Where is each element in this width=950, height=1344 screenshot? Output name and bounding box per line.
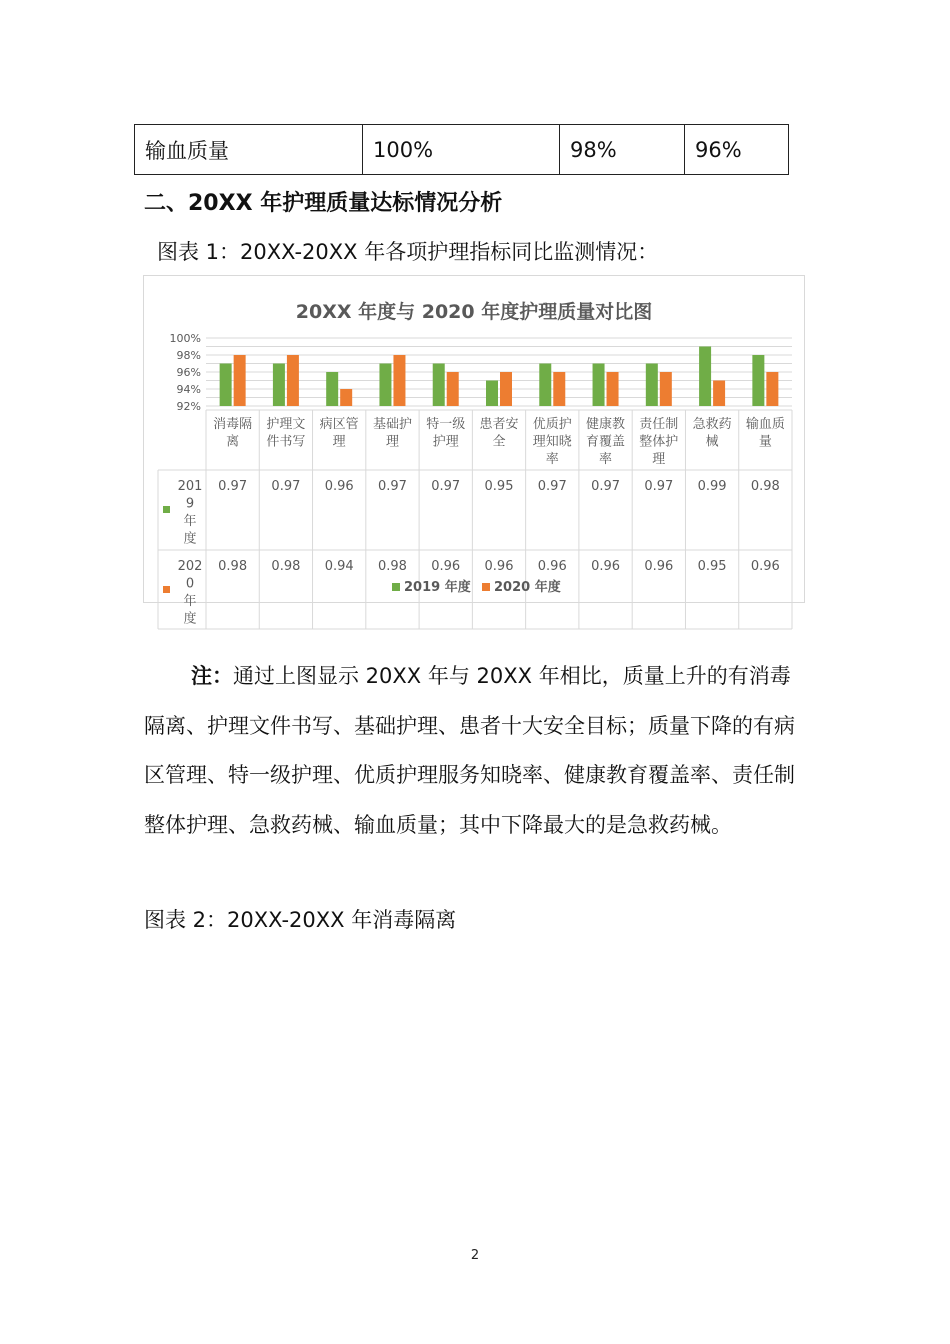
x-category-label: 率: [599, 452, 613, 467]
data-label: 0.98: [271, 559, 301, 574]
y-tick-label: 92%: [176, 400, 201, 413]
data-label: 0.97: [271, 479, 301, 494]
y-tick-label: 94%: [176, 383, 201, 396]
bar-series2: [553, 372, 565, 406]
bar-series1: [539, 364, 551, 407]
data-label: 0.95: [697, 559, 727, 574]
x-category-label: 责任制: [639, 417, 679, 432]
chart-caption: 图表 1：20XX-20XX 年各项护理指标同比监测情况：: [157, 240, 659, 264]
chart-title: 20XX 年度与 2020 年度护理质量对比图: [295, 301, 653, 323]
data-label: 0.97: [537, 479, 567, 494]
x-category-label: 输血质: [745, 417, 785, 432]
bar-series2: [234, 355, 246, 406]
legend-swatch: [392, 583, 400, 591]
data-label: 0.97: [431, 479, 461, 494]
bar-series1: [752, 355, 764, 406]
x-category-label: 病区管: [319, 417, 359, 432]
legend-key: [163, 506, 170, 513]
bar-series2: [287, 355, 299, 406]
x-category-label: 育覆盖: [586, 434, 626, 450]
x-category-label: 消毒隔: [213, 417, 253, 432]
bar-series1: [220, 364, 232, 407]
x-category-label: 械: [705, 434, 719, 450]
data-label: 0.96: [484, 559, 514, 574]
legend-key: [163, 586, 170, 593]
bar-series2: [393, 355, 405, 406]
x-category-label: 特一级: [426, 417, 466, 432]
bar-series1: [326, 372, 338, 406]
series-row-label: 度: [183, 531, 197, 547]
bar-series1: [593, 364, 605, 407]
bar-series2: [713, 381, 725, 407]
bar-series1: [379, 364, 391, 407]
legend-label: 2019 年度: [404, 580, 471, 595]
x-category-label: 离: [226, 434, 240, 450]
analysis-note: [144, 652, 804, 850]
bar-series2: [607, 372, 619, 406]
data-label: 0.95: [484, 479, 514, 494]
data-label: 0.94: [324, 559, 354, 574]
bar-series2: [660, 372, 672, 406]
bar-series1: [433, 364, 445, 407]
data-label: 0.96: [644, 559, 674, 574]
data-label: 0.97: [644, 479, 674, 494]
x-category-label: 基础护: [372, 417, 412, 432]
table-cell-item: 输血质量: [135, 125, 363, 175]
data-label: 0.97: [377, 479, 407, 494]
bar-series2: [766, 372, 778, 406]
legend-swatch: [482, 583, 490, 591]
data-label: 0.99: [697, 479, 727, 494]
series-row-label: 度: [183, 611, 197, 627]
x-category-label: 整体护: [639, 434, 679, 450]
data-label: 0.97: [591, 479, 621, 494]
series-row-label: 年: [183, 594, 197, 609]
x-category-label: 急救药: [692, 417, 732, 432]
bar-series1: [646, 364, 658, 407]
bar-series2: [447, 372, 459, 406]
bar-series2: [340, 389, 352, 406]
note-text: 通过上图显示 20XX 年与 20XX 年相比，质量上升的有消毒隔离、护理文件书写、基础护理、患者十大安全目标；质量下降的有病区管理、特一级护理、优质护理服务知晓率、健康教育覆盖率、责任制整体护理、急救药械、输血质量；其中下降最大的是急救药械。: [144, 664, 795, 837]
bar-series1: [273, 364, 285, 407]
y-tick-label: 98%: [176, 349, 201, 362]
page-number: 2: [470, 1248, 480, 1263]
note-label: 注：: [191, 664, 233, 688]
data-label: 0.96: [324, 479, 354, 494]
table-cell-value: 100%: [363, 125, 560, 175]
data-label: 0.96: [591, 559, 621, 574]
data-label: 0.98: [750, 479, 780, 494]
table-cell-value: 96%: [685, 125, 789, 175]
bar-series1: [699, 347, 711, 407]
x-category-label: 护理文: [266, 417, 306, 432]
series-row-label: 9: [185, 496, 195, 512]
comparison-chart: [0, 0, 950, 640]
series-row-label: 0: [185, 576, 195, 592]
section-heading: 二、20XX 年护理质量达标情况分析: [144, 191, 503, 216]
data-label: 0.96: [537, 559, 567, 574]
data-label: 0.97: [218, 479, 248, 494]
x-category-label: 理: [385, 434, 399, 450]
x-category-label: 理: [652, 452, 666, 467]
data-label: 0.96: [750, 559, 780, 574]
table-cell-value: 98%: [560, 125, 685, 175]
x-category-label: 护理: [432, 434, 459, 450]
x-category-label: 理: [332, 434, 346, 450]
x-category-label: 优质护: [532, 417, 572, 432]
x-category-label: 健康教: [586, 417, 626, 432]
x-category-label: 率: [545, 452, 559, 467]
data-label: 0.98: [218, 559, 248, 574]
data-label: 0.98: [377, 559, 407, 574]
x-category-label: 全: [492, 434, 506, 450]
series-row-label: 202: [177, 559, 203, 574]
x-category-label: 患者安: [479, 417, 519, 432]
bar-series1: [486, 381, 498, 407]
chart2-caption: 图表 2：20XX-20XX 年消毒隔离: [144, 908, 457, 932]
x-category-label: 件书写: [266, 434, 306, 450]
series-row-label: 年: [183, 514, 197, 529]
y-tick-label: 100%: [169, 332, 201, 345]
data-label: 0.96: [431, 559, 461, 574]
bar-series2: [500, 372, 512, 406]
x-category-label: 量: [758, 434, 772, 450]
x-category-label: 理知晓: [532, 434, 572, 450]
series-row-label: 201: [177, 479, 203, 494]
legend-label: 2020 年度: [494, 580, 561, 595]
y-tick-label: 96%: [176, 366, 201, 379]
